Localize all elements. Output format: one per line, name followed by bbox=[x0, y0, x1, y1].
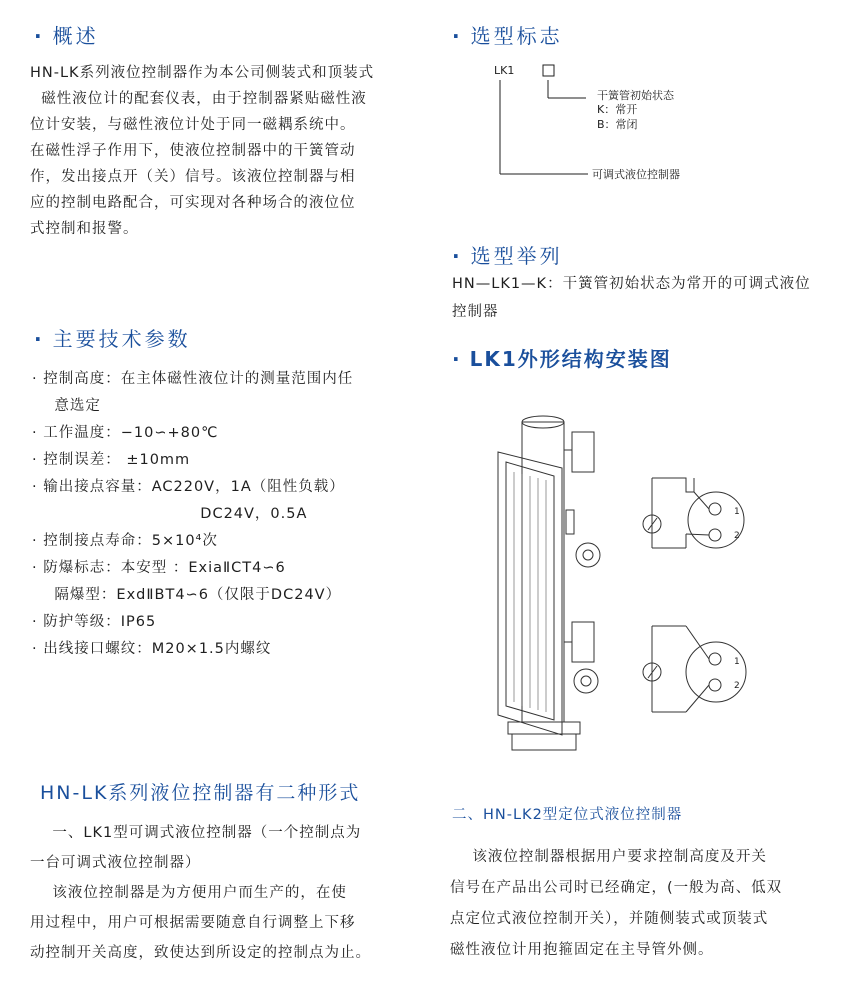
overview-heading: · 概述 bbox=[34, 24, 99, 48]
installation-drawing bbox=[490, 410, 770, 765]
forms-heading: HN-LK系列液位控制器有二种形式 bbox=[40, 782, 361, 804]
spec-item: 意选定 bbox=[32, 398, 101, 414]
base-plate bbox=[512, 734, 576, 750]
model-code-diagram bbox=[480, 58, 780, 188]
spec-item: · 控制高度：在主体磁性液位计的测量范围内任 bbox=[32, 371, 354, 387]
bullet-dot: · bbox=[452, 347, 462, 371]
overview-line: 式控制和报警。 bbox=[30, 221, 139, 237]
controller-1-core bbox=[583, 550, 593, 560]
install-heading: · LK1外形结构安装图 bbox=[452, 347, 672, 371]
terminal-label: 1 bbox=[734, 507, 740, 517]
example-heading: · 选型举列 bbox=[452, 244, 563, 268]
wire bbox=[686, 685, 709, 712]
controller-1 bbox=[576, 543, 600, 567]
bullet-dot: · bbox=[452, 24, 463, 48]
overview-line: 在磁性浮子作用下，使液位控制器中的干簧管动 bbox=[30, 143, 356, 159]
lk2-paragraph bbox=[450, 842, 782, 966]
wire bbox=[652, 478, 694, 492]
specs-list bbox=[32, 366, 353, 663]
forms-line: 动控制开关高度，致使达到所设定的控制点为止。 bbox=[30, 945, 371, 961]
wire bbox=[686, 534, 709, 535]
example-line: 控制器 bbox=[452, 304, 499, 320]
forms-line: 一台可调式液位控制器） bbox=[30, 855, 201, 871]
reed-state-text: 干簧管初始状态 bbox=[597, 89, 674, 102]
forms-line: 用过程中，用户可根据需要随意自行调整上下移 bbox=[30, 915, 356, 931]
bullet-dot: · bbox=[34, 24, 45, 48]
spec-item: · 出线接口螺纹：M20×1.5内螺纹 bbox=[32, 641, 272, 657]
b-option-text: B：常闭 bbox=[597, 118, 638, 131]
model-prefix-text: LK1 bbox=[494, 64, 515, 77]
forms-line: 一、LK1型可调式液位控制器（一个控制点为 bbox=[30, 825, 362, 841]
example-line: HN—LK1—K：干簧管初始状态为常开的可调式液位 bbox=[452, 276, 811, 292]
overview-line: 应的控制电路配合，可实现对各种场合的液位位 bbox=[30, 195, 356, 211]
terminal-label: 1 bbox=[734, 657, 740, 667]
controller-clamp bbox=[566, 510, 574, 534]
overview-paragraph bbox=[30, 60, 374, 242]
example-paragraph bbox=[452, 270, 811, 326]
terminal bbox=[709, 679, 721, 691]
overview-line: HN-LK系列液位控制器作为本公司侧装式和顶装式 bbox=[30, 65, 375, 81]
terminal-label: 2 bbox=[734, 681, 740, 691]
top-flange bbox=[572, 432, 594, 472]
overview-line: 磁性液位计的配套仪表，由于控制器紧贴磁性液 bbox=[30, 91, 367, 107]
spec-item: · 控制误差： ±10mm bbox=[32, 452, 191, 468]
spec-item: · 防爆标志：本安型 ：ExiaⅡCT4∽6 bbox=[32, 560, 286, 576]
bottom-flange bbox=[572, 622, 594, 662]
terminal bbox=[709, 503, 721, 515]
adjustable-text: 可调式液位控制器 bbox=[592, 168, 680, 181]
spec-item: · 工作温度：−10∽+80℃ bbox=[32, 425, 219, 441]
terminal-label: 2 bbox=[734, 531, 740, 541]
panel-graduations bbox=[514, 472, 546, 712]
forms-line: 该液位控制器是为方便用户而生产的，在使 bbox=[30, 885, 347, 901]
model-code-heading: · 选型标志 bbox=[452, 24, 563, 48]
lk2-line: 信号在产品出公司时已经确定，(一般为高、低双 bbox=[450, 880, 783, 896]
lk2-line: 点定位式液位控制开关），并随侧装式或顶装式 bbox=[450, 911, 769, 927]
forms-paragraph bbox=[30, 818, 371, 968]
lk2-line: 该液位控制器根据用户要求控制高度及开关 bbox=[450, 849, 767, 865]
overview-line: 作，发出接点开（关）信号。该液位控制器与相 bbox=[30, 169, 356, 185]
specs-heading: · 主要技术参数 bbox=[34, 327, 191, 351]
bullet-dot: · bbox=[452, 244, 463, 268]
spec-item: 隔爆型：ExdⅡBT4∽6（仅限于DC24V） bbox=[32, 587, 342, 603]
overview-line: 位计安装，与磁性液位计处于同一磁耦系统中。 bbox=[30, 117, 356, 133]
lk2-heading: 二、HN-LK2型定位式液位控制器 bbox=[452, 807, 683, 823]
spec-item: · 输出接点容量：AC220V，1A（阻性负载） bbox=[32, 479, 345, 495]
spec-item: · 控制接点寿命：5×10⁴次 bbox=[32, 533, 218, 549]
controller-2 bbox=[574, 669, 598, 693]
terminal bbox=[709, 529, 721, 541]
controller-2-core bbox=[581, 676, 591, 686]
lk2-line: 磁性液位计用抱箍固定在主导管外侧。 bbox=[450, 942, 714, 958]
terminal-block bbox=[686, 642, 746, 702]
model-option-box bbox=[543, 65, 554, 76]
bullet-dot: · bbox=[34, 327, 45, 351]
terminal bbox=[709, 653, 721, 665]
base-flange bbox=[508, 722, 580, 734]
wire bbox=[686, 626, 709, 659]
k-option-text: K：常开 bbox=[597, 103, 638, 116]
spec-item: DC24V，0.5A bbox=[32, 506, 308, 522]
spec-item: · 防护等级：IP65 bbox=[32, 614, 157, 630]
